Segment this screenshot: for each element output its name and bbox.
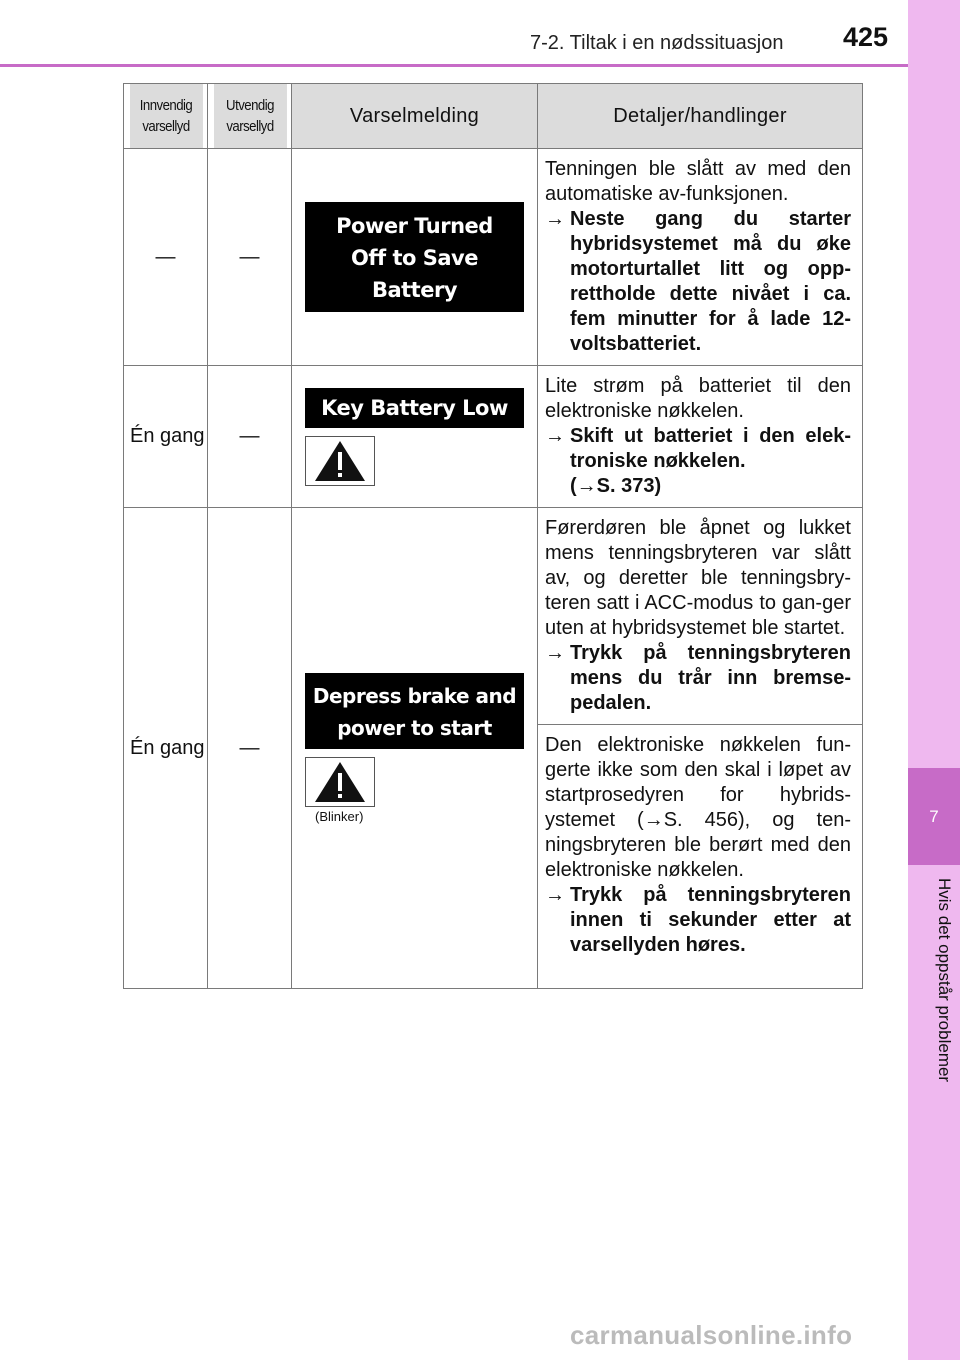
action-step: → Skift ut batteriet i den elek-troniske nøkkelen. (→S. 373) (545, 425, 851, 497)
header-internal-buzzer: Innvendig varsellyd (129, 84, 203, 149)
table-header-row (124, 84, 863, 149)
external-buzzer-cell: — (208, 366, 292, 508)
description-text: Tenningen ble slått av med den automatiske av-funksjonen. (545, 158, 851, 205)
section-title: 7-2. Tiltak i en nødssituasjon (530, 32, 784, 54)
internal-buzzer-cell: — (124, 149, 208, 366)
external-buzzer-cell: — (208, 508, 292, 989)
description-text: Førerdøren ble åpnet og lukket mens tenningsbryteren var slått av, og deretter ble tenningsbry-teren satt i ACC-modus to gan-ger uten at hybridsystemet ble startet. (545, 517, 851, 639)
display-message: Power Turned Off to Save Battery (305, 202, 524, 312)
blinker-label: (Blinker) (315, 808, 364, 824)
warning-triangle-icon (305, 436, 375, 486)
arrow-icon: → (545, 642, 565, 664)
table-row (124, 366, 863, 508)
message-cell (292, 149, 538, 366)
header-rule (0, 64, 908, 67)
action-step: → Trykk på tenningsbryteren mens du trår inn bremse-pedalen. (545, 642, 851, 714)
header-details: Detaljer/handlinger (538, 84, 863, 149)
display-message: Depress brake and power to start (305, 673, 524, 749)
side-tab-top (908, 0, 960, 768)
arrow-icon: → (545, 884, 565, 906)
action-step: → Trykk på tenningsbryteren innen ti sekunder etter at varsellyden høres. (545, 884, 851, 956)
arrow-icon: → (545, 208, 565, 230)
table-row (124, 149, 863, 366)
table-row (124, 508, 863, 989)
details-cell (538, 366, 863, 508)
message-cell (292, 366, 538, 508)
header-external-buzzer: Utvendig varsellyd (213, 84, 287, 149)
chapter-label: Hvis det oppstår problemer (935, 878, 954, 1083)
page-reference: (→S. 373) (570, 475, 662, 497)
external-buzzer-cell: — (208, 149, 292, 366)
details-cell (538, 149, 863, 366)
display-message: Key Battery Low (305, 388, 524, 428)
sub-entry (538, 508, 862, 724)
details-cell (538, 508, 863, 989)
warning-triangle-icon (305, 757, 375, 807)
internal-buzzer-cell: Én gang (124, 508, 208, 989)
sub-entry (538, 724, 862, 966)
description-text: Den elektroniske nøkkelen fun-gerte ikke som den skal i løpet av startprosedyren for hybrids-ystemet (→S. 456), og ten-ningsbryteren ble berørt med den elektroniske nøkkelen. (545, 734, 851, 881)
warning-table (123, 83, 863, 989)
chapter-number: 7 (929, 806, 939, 826)
description-text: Lite strøm på batteriet til den elektroniske nøkkelen. (545, 375, 851, 422)
action-step: → Neste gang du starter hybridsystemet må du øke motorturtallet litt og opp-rettholde dette nivået i ca. fem minutter for å lade 12-voltsbatteriet. (545, 208, 851, 355)
internal-buzzer-cell: Én gang (124, 366, 208, 508)
message-cell (292, 508, 538, 989)
chapter-tab (908, 768, 960, 865)
arrow-icon: → (545, 425, 565, 447)
watermark: carmanualsonline.info (570, 1320, 853, 1350)
header-warning-message: Varselmelding (292, 84, 538, 149)
page-number: 425 (843, 22, 889, 52)
